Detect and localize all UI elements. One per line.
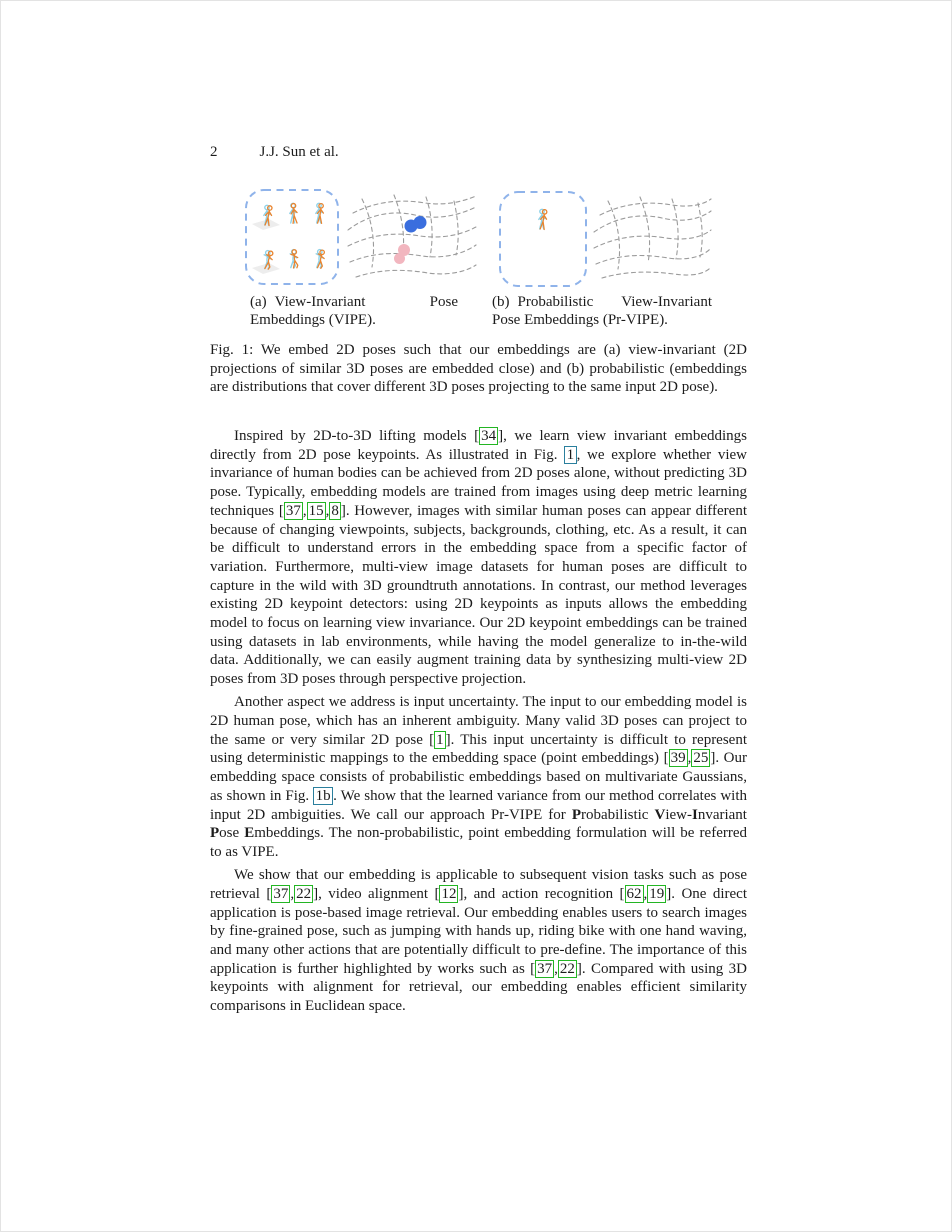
stick-figure-icon	[316, 250, 325, 269]
stick-figure-icon	[316, 203, 324, 223]
citation-number[interactable]: 1	[436, 731, 444, 748]
citation-number[interactable]: 62	[626, 885, 642, 902]
bold-letter: P	[210, 825, 220, 842]
page-header	[210, 143, 747, 162]
paragraph: Another aspect we address is input uncertainty. The input to our embedding model is 2D human pose, which has an inherent ambiguity. Many valid 3D poses can project to the same or very similar 2D pose [ 1 ]. This input uncertainty is difficult to represent using deterministic mappings to the embedding space (point embeddings) [ 39 , 25 ]. Our embedding space consists of probabilistic embeddings based on multivariate Gaussians, as shown in Fig. 1b . We show that the learned variance from our method correlates with input 2D ambiguities. We call our approach Pr-VIPE for Probabilistic View-Invariant Pose Embeddings. The non-probabilistic, point embedding formulation will be referred to as VIPE.	[210, 694, 748, 860]
citation-number[interactable]: 12	[441, 885, 457, 902]
embedding-manifold	[594, 197, 711, 278]
citation-link[interactable]: [ 1 ]	[429, 731, 451, 748]
stick-figure-icon	[290, 249, 299, 268]
citation-link[interactable]: [ 37 , 22 ]	[266, 885, 319, 902]
bold-letter: E	[244, 825, 255, 842]
citation-number[interactable]: 8	[331, 502, 339, 519]
figure-reference-link[interactable]: 1b	[313, 787, 333, 805]
citation-number[interactable]: 37	[537, 960, 553, 977]
pr-vipe-figure-graphic	[488, 186, 712, 294]
paragraph: We show that our embedding is applicable to subsequent vision tasks such as pose retrieval [ 37 , 22 ], video alignment [ 12 ], and action recognition [ 62 , 19 ]. One direct application is pose-based image retrieval. Our embedding enables users to search images by fine-grained pose, such as jumping with hands up, riding bike with one hand waving, and many other actions that are potentially difficult to pre-define. The importance of this application is further highlighted by works such as [ 37 , 22 ]. Compared with using 3D keypoints with alignment for retrieval, our embedding enables efficient similarity comparisons in Euclidean space.	[210, 867, 748, 1015]
subfigure-a-label: (a)	[250, 294, 267, 310]
embedding-point-blue	[405, 216, 427, 233]
citation-number[interactable]: 22	[296, 885, 312, 902]
citation-link[interactable]: [ 12 ]	[434, 885, 464, 902]
citation-link[interactable]: [ 37 , 22 ]	[530, 960, 582, 977]
subfigure-b-caption-text: Probabilistic View-Invariant Pose Embeddings (Pr-VIPE).	[492, 294, 712, 329]
subfigure-a-panel	[244, 186, 480, 294]
page-number: 2	[210, 144, 218, 160]
bold-letter: I	[691, 806, 698, 823]
subfigure-b-panel	[488, 186, 712, 294]
stick-figure-icon	[290, 203, 298, 223]
citation-number[interactable]: 37	[285, 502, 301, 519]
running-title: J.J. Sun et al.	[259, 144, 339, 160]
subfigure-b-label: (b)	[492, 294, 510, 310]
vipe-figure-graphic	[244, 186, 480, 294]
citation-link[interactable]: [ 39 , 25 ]	[663, 750, 716, 767]
citation-number[interactable]: 25	[693, 750, 709, 767]
citation-number[interactable]: 37	[273, 885, 289, 902]
citation-number[interactable]: 39	[670, 750, 686, 767]
citation-link[interactable]: [ 34 ]	[474, 428, 504, 444]
citation-link[interactable]: [ 62 , 19 ]	[619, 885, 672, 902]
subfigure-a-caption	[250, 293, 458, 329]
subfigure-b-caption	[492, 293, 712, 329]
pose-input-box	[500, 192, 586, 286]
paragraph: Inspired by 2D-to-3D lifting models [ 34 ], we learn view invariant embeddings directly from 2D pose keypoints. As illustrated in Fig. 1 , we explore whether view invariance of human bodies can be achieved from 2D poses alone, without predicting 3D pose. Typically, embedding models are trained from images using deep metric learning techniques [ 37 , 15 , 8 ]. However, images with similar human poses can appear different because of changing viewpoints, subjects, backgrounds, clothing, etc. As a result, it can be difficult to understand errors in the embedding space from a specific factor of variation. Furthermore, multi-view image datasets for human poses are difficult to capture in the wild with 3D groundtruth annotations. In contrast, our method leverages existing 2D keypoint detectors: using 2D keypoints as inputs allows the embedding model to focus on learning view invariance. Our 2D keypoint embeddings can be trained using datasets in lab environments, while having the model generalize to in-the-wild data. Additionally, we can easily augment training data by synthesizing multi-view 2D poses from 3D poses through perspective projection.	[210, 428, 747, 688]
subfigure-a-caption-text: View-Invariant Pose Embeddings (VIPE).	[250, 294, 458, 329]
body-text	[210, 427, 747, 1020]
figure-reference-link[interactable]: 1	[564, 446, 577, 464]
citation-number[interactable]: 34	[481, 428, 497, 444]
embedding-manifold	[348, 195, 476, 277]
figure-caption: Fig. 1: We embed 2D poses such that our embeddings are (a) view-invariant (2D projections of similar 3D poses are embedded close) and (b) probabilistic (embeddings are distributions that cover different 3D poses projecting to the same input 2D pose).	[210, 342, 747, 396]
citation-number[interactable]: 22	[559, 960, 575, 977]
bold-letter: V	[654, 806, 666, 823]
bold-letter: P	[571, 806, 581, 823]
citation-number[interactable]: 15	[308, 502, 324, 519]
citation-link[interactable]: [ 37 , 15 , 8 ]	[278, 502, 346, 519]
embedding-point-pink	[394, 244, 410, 264]
stick-figure-icon	[539, 209, 548, 229]
citation-number[interactable]: 19	[649, 885, 665, 902]
